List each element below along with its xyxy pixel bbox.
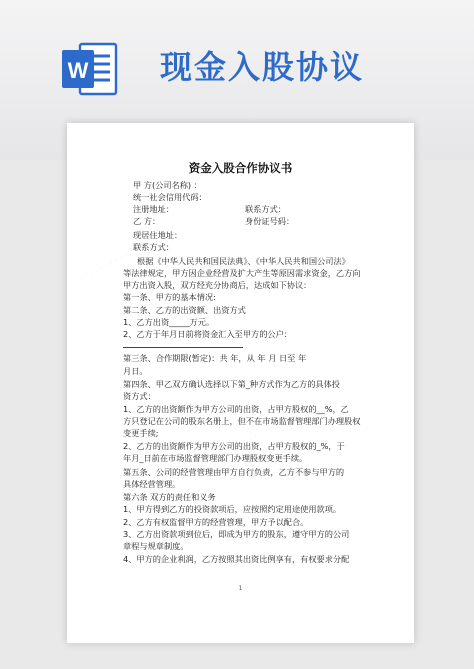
party-b-address: 现居住地址： — [133, 230, 183, 240]
body-line: 具体经营管理。 — [123, 479, 181, 489]
body-line: 3、乙方出资款项到位后，即成为甲方的股东，遵守甲方的公司 — [123, 529, 350, 539]
body-line: 甲方出资入股，双方经充分协商后，达成如下协议： — [123, 280, 312, 290]
party-b-id-number: 身份证号码： — [245, 216, 295, 226]
body-line: 月日。 — [123, 366, 148, 376]
article-heading: 第五条、公司的经营管理由甲方自行负责，乙方不参与甲方的 — [123, 467, 345, 477]
body-line: 资方式： — [123, 391, 156, 401]
body-line: 年月_日前在市场监督管理部门办理股权变更手续。 — [123, 453, 308, 463]
body-line: 等法律规定，甲方因企业经营及扩大产生等原因需求资金，乙方向 — [123, 268, 361, 278]
body-line: 1、乙方出资_____万元。 — [123, 317, 215, 327]
blank-underline — [123, 347, 243, 348]
document-page — [67, 123, 414, 643]
document-title: 资金入股合作协议书 — [188, 161, 293, 175]
page-number: 1 — [238, 585, 243, 592]
party-a-contact: 联系方式： — [245, 204, 286, 214]
svg-text:W: W — [67, 58, 89, 83]
party-b-contact: 联系方式： — [133, 242, 174, 252]
party-a-name: 甲 方(公司名称) ： — [133, 180, 202, 190]
watermark: · · · · · · · · · · — [247, 410, 301, 446]
article-heading: 第二条、乙方的出资额、出资方式 — [123, 305, 246, 315]
body-line: 章程与规章制度。 — [123, 541, 189, 551]
banner-title: 现金入股协议 — [160, 48, 365, 86]
article-heading: 第六条 双方的责任和义务 — [123, 492, 216, 502]
watermark: · · · · · · · · · · — [77, 250, 131, 286]
party-a-credit-code: 统一社会信用代码： — [133, 192, 207, 202]
word-document-icon — [60, 38, 120, 100]
body-line: 1、乙方的出资额作为甲方公司的出资，占甲方股权的__%，乙 — [123, 404, 349, 414]
body-line: 4、甲方的企业利润，乙方按照其出资比例享有，有权要求分配 — [123, 554, 350, 564]
body-line: 方只登记在公司的股东名册上，但不在市场监督管理部门办理股权 — [123, 416, 361, 426]
body-line: 变更手续; — [123, 428, 159, 438]
article-heading: 第四条、甲乙双方确认选择以下第_种方式作为乙方的具体投 — [123, 379, 340, 389]
body-line: 2、乙方的出资额作为甲方公司的出资，占甲方股权的_%，于 — [123, 441, 345, 451]
body-line: 1、甲方得到乙方的投资款项后，应按照约定用途使用款项。 — [123, 504, 342, 514]
article-heading: 第一条、甲方的基本情况: — [123, 292, 216, 302]
party-b-name: 乙 方： — [133, 216, 161, 226]
article-heading: 第三条、合作期限(暂定)：共 年，从 年 月 日至 年 — [123, 353, 307, 363]
body-line: 2、乙方于年月日前将资金汇入至甲方的公户： — [123, 329, 292, 339]
body-line: 2、乙方有权监督甲方的经营管理，甲方予以配合。 — [123, 517, 309, 527]
party-a-address: 注册地址： — [133, 204, 174, 214]
body-line: 根据《中华人民共和国民法典》、《中华人民共和国公司法》 — [137, 256, 350, 266]
